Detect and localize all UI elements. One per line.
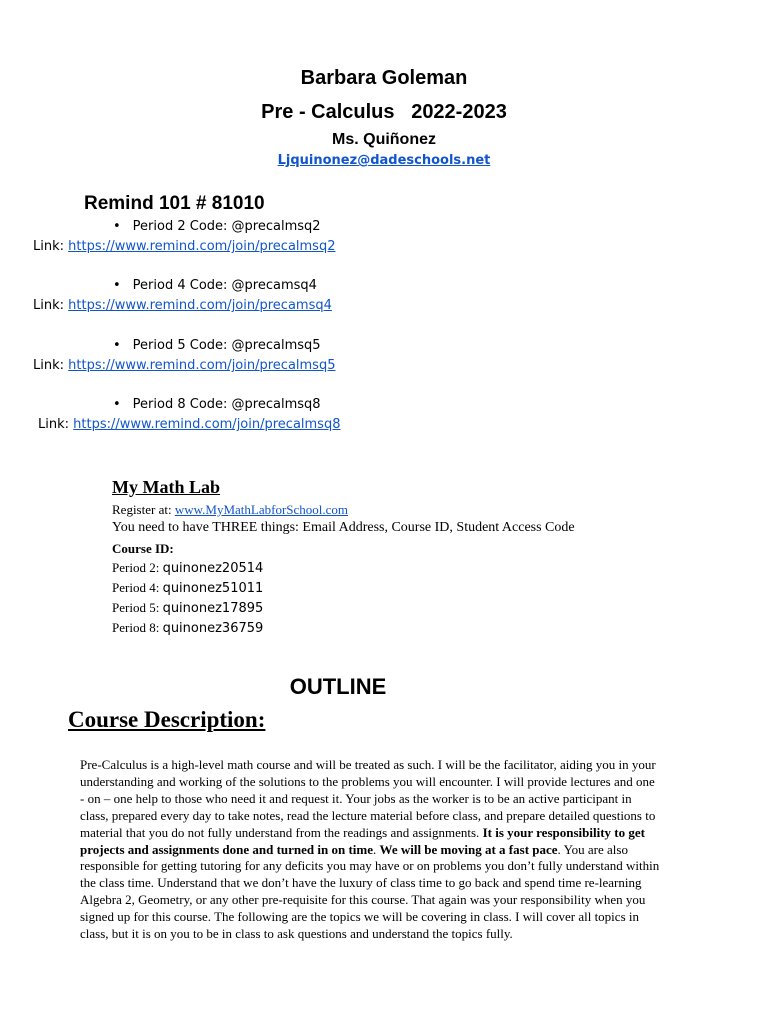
responsibility-emphasis: It is your responsibility to get projects and assignments done and turned in on time (80, 824, 645, 857)
bullet-icon: • (113, 219, 121, 234)
remind-link-5[interactable]: https://www.remind.com/join/precalmsq5 (68, 358, 336, 373)
course-description-heading: Course Description: (68, 707, 266, 732)
pace-emphasis: We will be moving at a fast pace (379, 841, 558, 857)
course-id-label: Course ID: (112, 541, 174, 556)
remind-period-8: • Period 8 Code: @precalmsq8 (113, 397, 321, 412)
remind-link-4[interactable]: https://www.remind.com/join/precamsq4 (68, 298, 332, 313)
course-title: Pre - Calculus 2022-2023 (261, 101, 507, 123)
course-id-period-8: Period 8: quinonez36759 (112, 620, 264, 636)
student-name: Barbara Goleman (300, 67, 468, 89)
remind-link-row-2: Link: https://www.remind.com/join/precalmsq2 (33, 239, 336, 254)
remind-link-row-5: Link: https://www.remind.com/join/precalmsq5 (33, 358, 336, 373)
remind-link-2[interactable]: https://www.remind.com/join/precalmsq2 (68, 239, 336, 254)
remind-link-row-8: Link: https://www.remind.com/join/precalmsq8 (38, 417, 341, 432)
remind-period-5: • Period 5 Code: @precalmsq5 (113, 338, 321, 353)
bullet-icon: • (113, 278, 121, 293)
teacher-email-link[interactable]: Ljquinonez@dadeschools.net (277, 153, 491, 168)
mymathlab-register-link[interactable]: www.MyMathLabforSchool.com (174, 502, 349, 517)
course-id-period-2: Period 2: quinonez20514 (112, 560, 264, 576)
remind-link-8[interactable]: https://www.remind.com/join/precalmsq8 (73, 417, 341, 432)
course-description-paragraph: Pre-Calculus is a high-level math course and will be treated as such. I will be the facilitator, aiding you in your understanding and working of the solutions to the problems you will encounter. I will provide lectures and one - on – one help to those who need it and request it. Your jobs as the worker is to be an active participant in class, prepared every day to take notes, read the lecture material before class, and prepare detailed questions to material that you do not fully understand from the readings and assignments. It is your responsibility to get projects and assignments done and turned in on time. We will be moving at a fast pace. You are also responsible for getting tutoring for any deficits you may have or on problems you don’t fully understand within the class time. Understand that we don’t have the luxury of class time to go back and spend time re-learning Algebra 2, Geometry, or any other pre-requisite for this course. That again was your responsibility when you signed up for this course. The following are the topics we will be covering in class. I will cover all topics in class, but it is on you to be in class to ask questions and understand the topics fully. (80, 757, 660, 942)
remind-link-row-4: Link: https://www.remind.com/join/precamsq4 (33, 298, 332, 313)
remind-title: Remind 101 # 81010 (84, 193, 265, 214)
bullet-icon: • (113, 338, 121, 353)
mymathlab-register-row: Register at: www.MyMathLabforSchool.com (112, 502, 349, 517)
teacher-name: Ms. Quiñonez (332, 131, 436, 148)
course-id-period-4: Period 4: quinonez51011 (112, 580, 264, 596)
bullet-icon: • (113, 397, 121, 412)
outline-heading: OUTLINE (289, 674, 387, 699)
course-id-period-5: Period 5: quinonez17895 (112, 600, 264, 616)
mymathlab-title: My Math Lab (112, 477, 220, 497)
remind-period-2: • Period 2 Code: @precalmsq2 (113, 219, 321, 234)
mymathlab-requirements: You need to have THREE things: Email Address, Course ID, Student Access Code (112, 520, 575, 535)
remind-period-4: • Period 4 Code: @precamsq4 (113, 278, 317, 293)
